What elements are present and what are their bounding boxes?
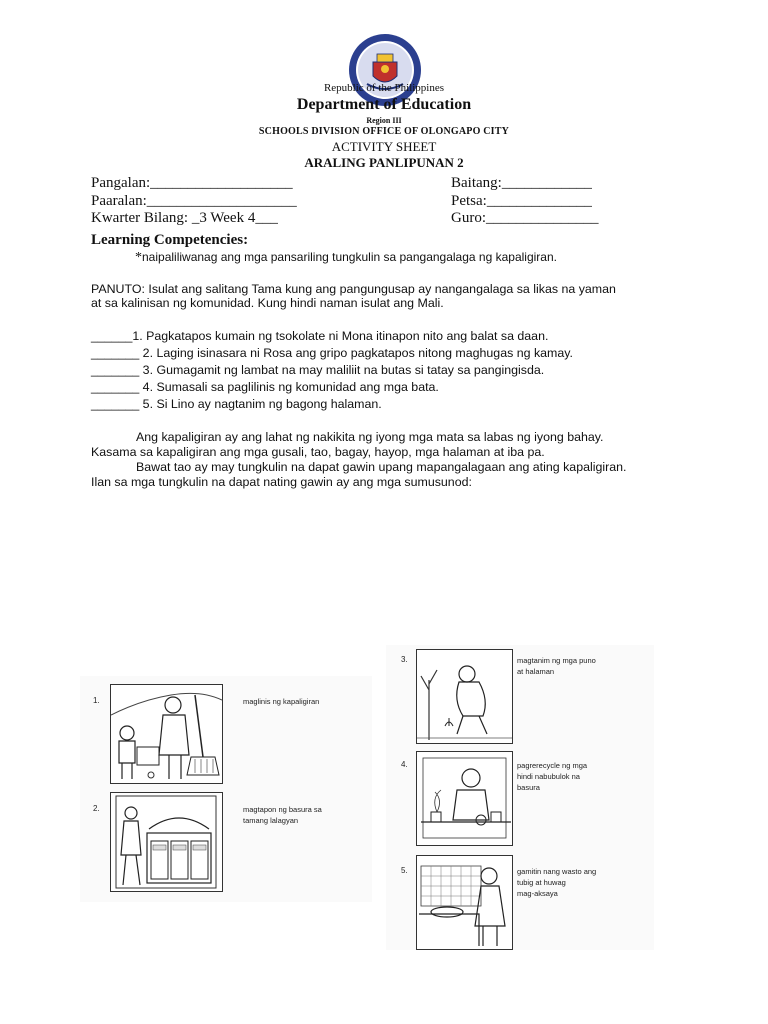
- kwarter-field: [91, 210, 278, 227]
- illustration-cleaning: [110, 684, 223, 784]
- republic-text: Republic of the Philippines: [323, 82, 445, 94]
- illustration-trash-bins: [110, 792, 223, 892]
- caption-2: magtapon ng basura sa tamang lalagyan: [243, 805, 322, 825]
- kwarter-label: Kwarter Bilang:: [91, 210, 192, 226]
- guro-field: Guro:_______________: [451, 210, 599, 226]
- caption-3: magtanim ng mga puno at halaman: [517, 656, 596, 676]
- subject-title: ARALING PANLIPUNAN 2: [304, 155, 464, 170]
- caption-1: maglinis ng kapaligiran: [243, 697, 320, 706]
- illustration-recycling: [416, 751, 513, 846]
- paragraph-line-1: Ang kapaligiran ay ang lahat ng nakikita ng iyong mga mata sa labas ng iyong bahay.: [136, 430, 604, 444]
- trash-bins-drawing: [111, 793, 222, 891]
- department-title: Department of Education: [296, 96, 472, 113]
- baitang-field: Baitang:____________: [451, 175, 592, 191]
- division-text: SCHOOLS DIVISION OFFICE OF OLONGAPO CITY: [258, 126, 510, 137]
- planting-drawing: [417, 650, 512, 743]
- paragraph-line-3: Bawat tao ay may tungkulin na dapat gawin upang mapangalagaan ang ating kapaligiran.: [136, 460, 627, 474]
- illustration-number-3: 3.: [401, 655, 408, 664]
- pangalan-field: Pangalan:___________________: [91, 175, 293, 191]
- paragraph-line-4: Ilan sa mga tungkulin na dapat nating gawin ay ang mga sumusunod:: [91, 475, 472, 489]
- quiz-item-2: _______ 2. Laging isinasara ni Rosa ang gripo pagkatapos nitong maghugas ng kamay.: [91, 346, 573, 360]
- cleaning-drawing: [111, 685, 222, 783]
- competencies-title: Learning Competencies:: [91, 232, 249, 248]
- quiz-item-4: _______ 4. Sumasali sa paglilinis ng komunidad ang mga bata.: [91, 380, 439, 394]
- illustration-number-4: 4.: [401, 760, 408, 769]
- kwarter-value: _3 Week 4___: [191, 210, 278, 226]
- illustration-number-5: 5.: [401, 866, 408, 875]
- competency-star: *: [135, 250, 142, 265]
- petsa-field: Petsa:______________: [451, 193, 592, 209]
- competency-text: naipaliliwanag ang mga pansariling tungkulin sa pangangalaga ng kapaligiran.: [142, 250, 557, 264]
- quiz-item-5: _______ 5. Si Lino ay nagtanim ng bagong halaman.: [91, 397, 382, 411]
- illustration-water: [416, 855, 513, 950]
- recycling-drawing: [417, 752, 512, 845]
- panuto-line-1: PANUTO: Isulat ang salitang Tama kung ang pangungusap ay nangangalaga sa likas na yaman: [91, 282, 616, 296]
- paragraph-line-2: Kasama sa kapaligiran ang mga gusali, tao, bagay, hayop, mga halaman at iba pa.: [91, 445, 545, 459]
- competency-item: [135, 250, 557, 266]
- illustration-planting: [416, 649, 513, 744]
- illustration-panel-left: [80, 676, 372, 902]
- quiz-item-3: _______ 3. Gumagamit ng lambat na may maliliit na butas si tatay sa pangingisda.: [91, 363, 545, 377]
- paaralan-field: Paaralan:____________________: [91, 193, 297, 209]
- panuto-line-2: at sa kalinisan ng komunidad. Kung hindi naman isulat ang Mali.: [91, 296, 444, 310]
- quiz-item-1: ______1. Pagkatapos kumain ng tsokolate ni Mona itinapon nito ang balat sa daan.: [91, 329, 549, 343]
- illustration-panel-right: [386, 645, 654, 950]
- illustration-number-2: 2.: [93, 804, 100, 813]
- region-text: Region III: [366, 116, 402, 125]
- illustration-number-1: 1.: [93, 696, 100, 705]
- sheet-type: ACTIVITY SHEET: [331, 139, 437, 154]
- caption-4: pagrerecycle ng mga hindi nabubulok na basura: [517, 761, 588, 792]
- water-drawing: [417, 856, 512, 949]
- caption-5: gamitin nang wasto ang tubig at huwag mag-aksaya: [517, 867, 597, 898]
